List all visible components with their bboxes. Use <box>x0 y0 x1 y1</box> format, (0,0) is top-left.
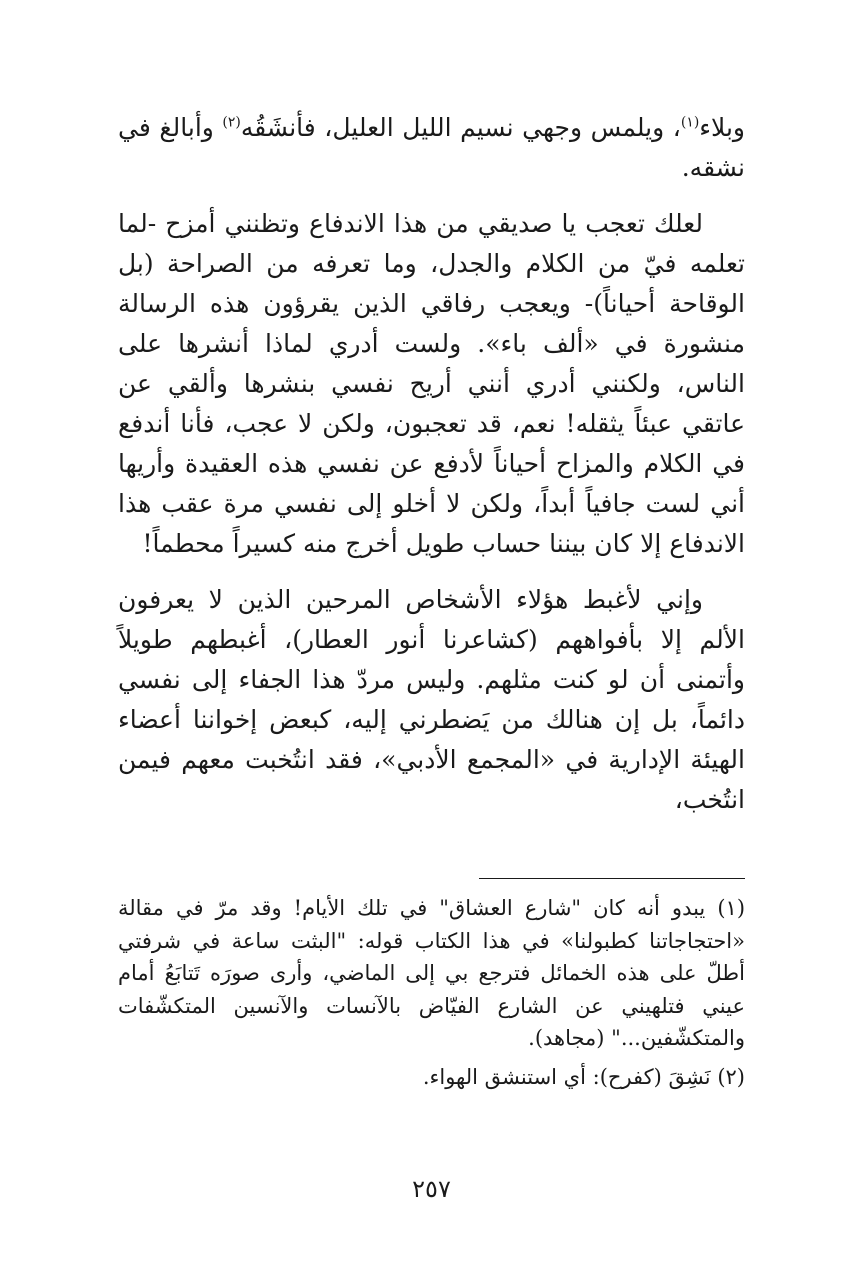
page-number: ٢٥٧ <box>412 1175 451 1203</box>
paragraph-3: وإني لأغبط هؤلاء الأشخاص المرحين الذين لا يعرفون الألم إلا بأفواههم (كشاعرنا أنور العطار)، أغبطهم طويلاً وأتمنى أن لو كنت مثلهم. وليس مردّ هذا الجفاء إلى نفسي دائماً، بل إن هنالك من يَضطرني إليه، كبعض إخواننا أعضاء الهيئة الإدارية في «المجمع الأدبي»، فقد انتُخبت معهم فيمن انتُخب، <box>118 585 745 814</box>
paragraph-2: لعلك تعجب يا صديقي من هذا الاندفاع وتظنني أمزح -لما تعلمه فيّ من الكلام والجدل، وما تعرفه من الصراحة (بل الوقاحة أحياناً)- ويعجب رفاقي الذين يقرؤون هذه الرسالة منشورة في «ألف باء». ولست أدري لماذا أنشرها على الناس، ولكنني أدري أنني أريح نفسي بنشرها وألقي عن عاتقي عبئاً يثقله! نعم، قد تعجبون، ولكن لا عجب، فأنا أندفع في الكلام والمزاح أحياناً لأدفع عن نفسي هذه العقيدة وأريها أني لست جافياً أبداً، ولكن لا أخلو إلى نفسي مرة عقب هذا الاندفاع إلا كان بيننا حساب طويل أخرج منه كسيراً محطماً! <box>118 209 745 558</box>
footnote-ref-2[interactable]: (٢) <box>222 114 241 131</box>
footnote-ref-1[interactable]: (١) <box>680 114 700 131</box>
footnote-2-marker: (٢) <box>717 1064 745 1089</box>
footnote-1-text: يبدو أنه كان "شارع العشاق" في تلك الأيام! وقد مرّ في مقالة «احتجاجاتنا كطبولنا» في هذا الكتاب قوله: "البثت ساعة في شرفتي أطلّ على هذه الخمائل فترجع بي إلى الماضي، وأرى صورَه تَتابَعُ أمام عيني فتلهيني عن الشارع الفيّاض بالآنسات والآنسين المتكشّفات والمتكشّفين..." (مجاهد). <box>118 896 745 1050</box>
footnote-2-text: نَشِقَ (كفرح): أي استنشق الهواء. <box>422 1064 711 1089</box>
footnote-divider <box>479 878 745 879</box>
page-body <box>118 108 745 820</box>
footnotes <box>118 892 745 1093</box>
paragraph-1-middle: ، ويلمس وجهي نسيم الليل العليل، فأنشَقُه <box>240 113 681 142</box>
footnote-2 <box>118 1061 745 1094</box>
paragraph-1-start: وبلاء <box>699 113 745 142</box>
footnote-1-marker: (١) <box>717 896 746 920</box>
paragraph-1 <box>118 108 745 188</box>
footnote-1 <box>118 892 745 1055</box>
paragraph-1-end: وأبالغ في نشقه. <box>118 113 745 182</box>
